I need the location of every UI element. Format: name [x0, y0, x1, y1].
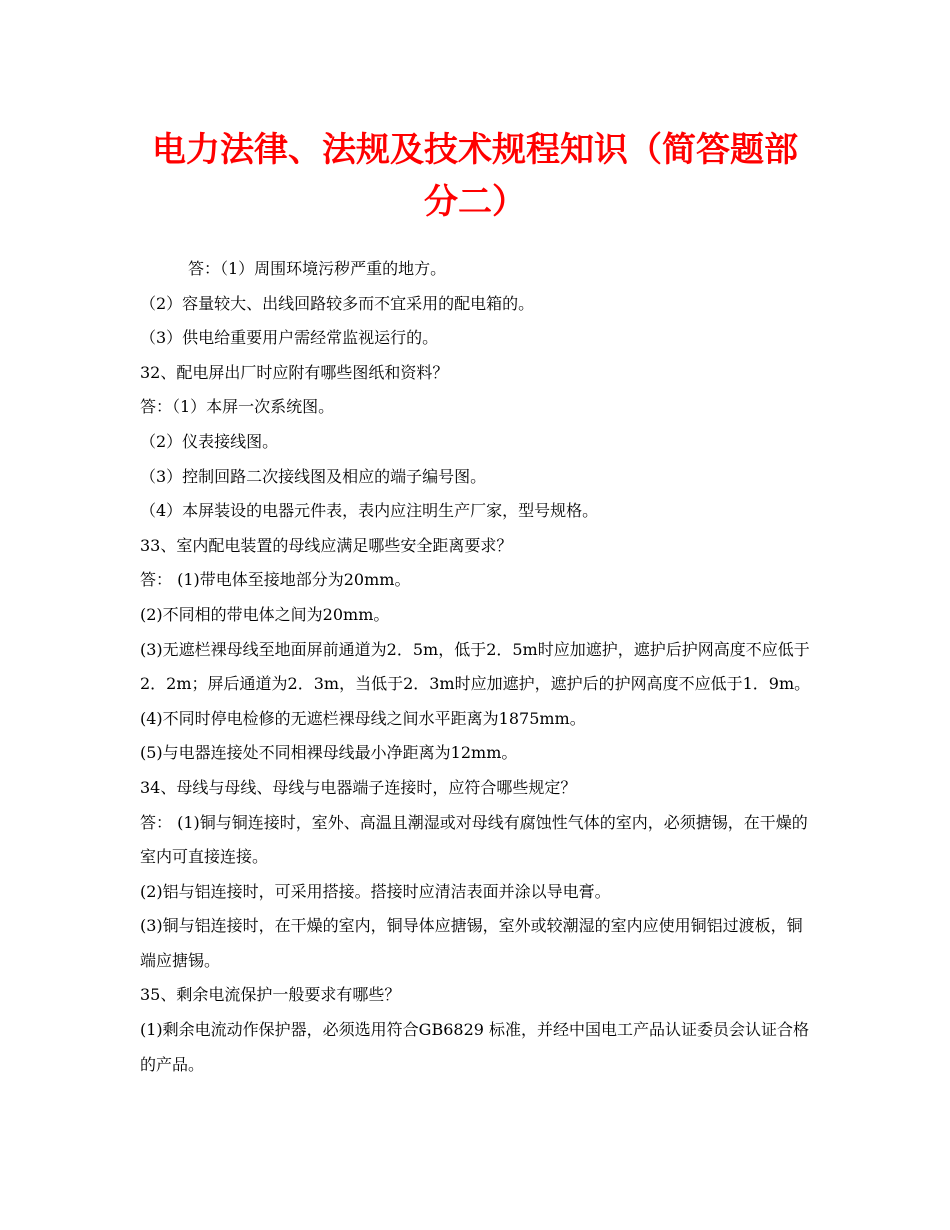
question-paragraph: 32、配电屏出厂时应附有哪些图纸和资料？	[140, 362, 449, 382]
document-title	[140, 124, 810, 228]
answer-paragraph: 答：（1）本屏一次系统图。	[140, 397, 335, 417]
document-body	[140, 252, 812, 1082]
answer-paragraph: (3)无遮栏裸母线至地面屏前通道为2．5m，低于2．5m时应加遮护，遮护后护网高度不应低于2．2m；屏后通道为2．3m，当低于2．3m时应加遮护，遮护后的护网高度不应低于1．9m。	[140, 639, 811, 694]
answer-paragraph: (3)铜与铝连接时，在干燥的室内，铜导体应搪锡，室外或较潮湿的室内应使用铜铝过渡板，铜端应搪锡。	[140, 916, 803, 970]
title-line-2: 分二）	[424, 182, 526, 222]
answer-paragraph: (1)剩余电流动作保护器，必须选用符合GB6829 标准，并经中国电工产品认证委员会认证合格的产品。	[140, 1020, 810, 1074]
answer-paragraph: （4）本屏装设的电器元件表，表内应注明生产厂家，型号规格。	[140, 501, 599, 521]
answer-paragraph: （3）控制回路二次接线图及相应的端子编号图。	[140, 466, 487, 486]
answer-paragraph: (4)不同时停电检修的无遮栏裸母线之间水平距离为1875mm。	[140, 708, 586, 728]
question-paragraph: 35、剩余电流保护一般要求有哪些？	[140, 985, 401, 1005]
question-paragraph: 33、室内配电装置的母线应满足哪些安全距离要求？	[140, 535, 513, 555]
answer-paragraph: (2)铝与铝连接时，可采用搭接。搭接时应清洁表面并涂以导电膏。	[140, 881, 611, 901]
title-line-1: 电力法律、法规及技术规程知识（简答题部	[152, 130, 798, 170]
answer-paragraph: （2）容量较大、出线回路较多而不宜采用的配电箱的。	[140, 293, 535, 313]
answer-paragraph: （3）供电给重要用户需经常监视运行的。	[140, 328, 439, 348]
question-paragraph: 34、母线与母线、母线与电器端子连接时，应符合哪些规定？	[140, 777, 577, 797]
answer-paragraph: （2）仪表接线图。	[140, 431, 279, 451]
answer-paragraph: (2)不同相的带电体之间为20mm。	[140, 604, 390, 624]
answer-paragraph: 答： (1)铜与铜连接时，室外、高温且潮湿或对母线有腐蚀性气体的室内，必须搪锡，在干燥的室内可直接连接。	[140, 812, 808, 867]
answer-paragraph: (5)与电器连接处不同相裸母线最小净距离为12mm。	[140, 743, 518, 763]
answer-paragraph: 答： (1)带电体至接地部分为20mm。	[140, 570, 411, 590]
answer-paragraph: 答：（1）周围环境污秽严重的地方。	[188, 259, 447, 278]
